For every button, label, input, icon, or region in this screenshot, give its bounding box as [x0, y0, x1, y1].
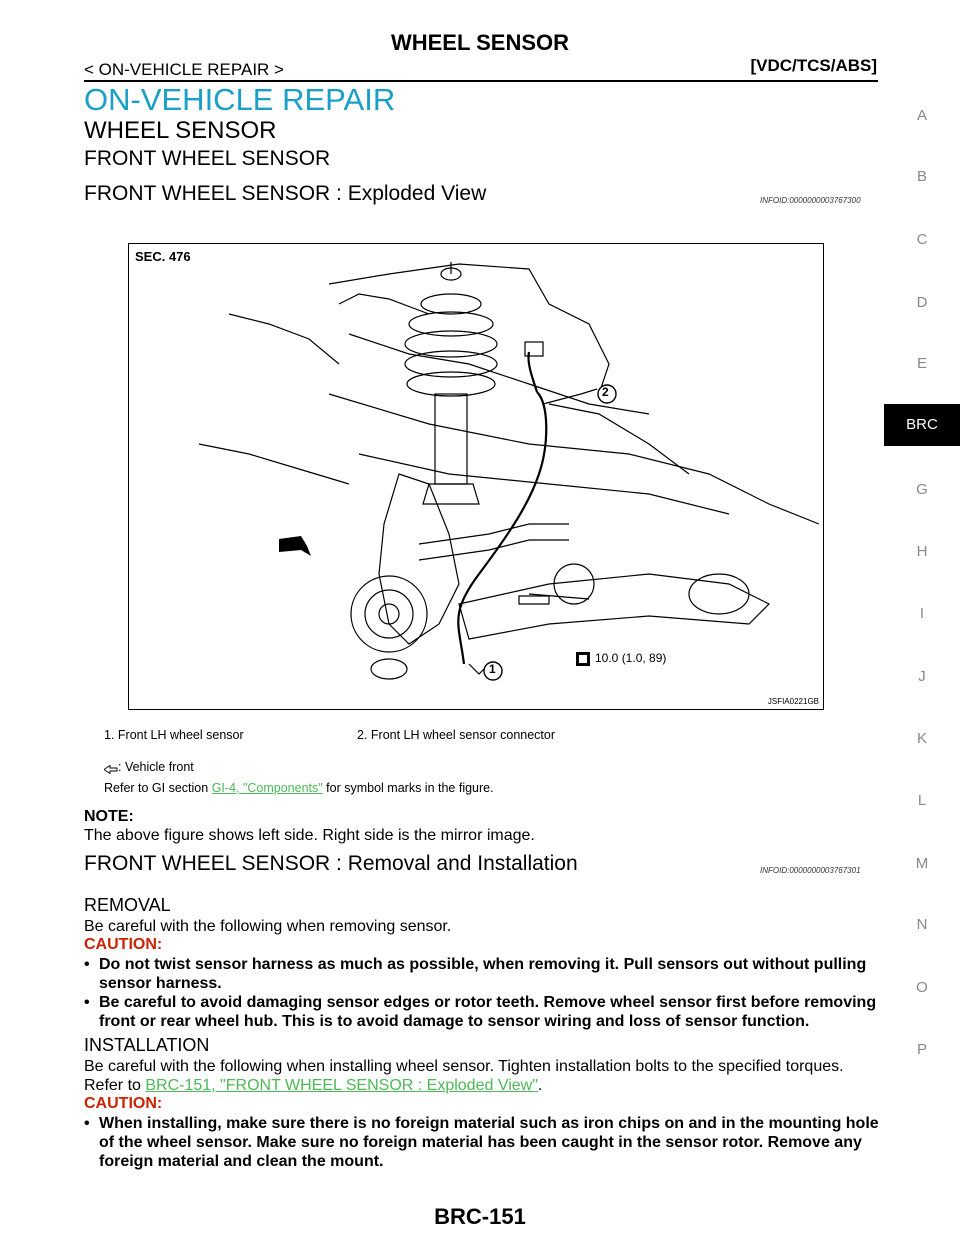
tab-b[interactable]: B — [916, 168, 927, 185]
exploded-view-figure — [128, 243, 824, 710]
tab-k[interactable]: K — [916, 730, 927, 747]
tab-brc[interactable]: BRC — [884, 404, 960, 446]
installation-caution-label: CAUTION: — [84, 1095, 163, 1112]
figure-section-label: SEC. 476 — [135, 249, 191, 264]
breadcrumb: < ON-VEHICLE REPAIR > — [84, 60, 284, 79]
note-text: The above figure shows left side. Right side is the mirror image. — [84, 827, 535, 844]
legend-item-2: 2. Front LH wheel sensor connector — [357, 728, 556, 742]
removal-heading: REMOVAL — [84, 895, 171, 915]
removal-bullet-1 — [84, 955, 879, 993]
tab-l[interactable]: L — [917, 792, 927, 809]
removal-installation-heading: FRONT WHEEL SENSOR : Removal and Installation — [84, 852, 578, 875]
installation-refer — [84, 1076, 542, 1095]
topic-heading: WHEEL SENSOR — [84, 117, 277, 144]
note-label: NOTE: — [84, 808, 134, 825]
installation-bullet-1-text: When installing, make sure there is no foreign material such as iron chips on and in the mounting hole of the wheel sensor. Make sure no foreign material has been caught in the sensor rotor. Remove any foreign material and clean the mount. — [99, 1115, 879, 1170]
torque-spec: 10.0 (1.0, 89) — [595, 651, 667, 665]
tab-e[interactable]: E — [916, 355, 927, 372]
legend-item-1: 1. Front LH wheel sensor — [104, 728, 244, 742]
removal-bullet-2 — [84, 993, 879, 1031]
tab-d[interactable]: D — [916, 294, 928, 311]
tab-j[interactable]: J — [918, 668, 926, 685]
subtopic-heading: FRONT WHEEL SENSOR — [84, 147, 331, 170]
removal-caution-label: CAUTION: — [84, 936, 163, 953]
bullet-dot: • — [84, 994, 90, 1011]
side-index-tabs — [884, 0, 960, 1242]
tab-h[interactable]: H — [916, 543, 928, 560]
vehicle-front-label: : Vehicle front — [118, 760, 194, 774]
installation-refer-suffix: . — [537, 1077, 543, 1094]
tab-o[interactable]: O — [916, 979, 928, 996]
legend-refer — [104, 781, 494, 795]
installation-bullet-1 — [84, 1114, 879, 1171]
brc-151-exploded-view-link[interactable]: BRC-151, "FRONT WHEEL SENSOR : Exploded View" — [145, 1077, 538, 1094]
suspension-drawing — [129, 244, 823, 709]
gi-components-link[interactable]: GI-4, "Components" — [211, 781, 323, 795]
legend-refer-suffix: for symbol marks in the figure. — [322, 781, 494, 795]
installation-refer-prefix: Refer to — [84, 1077, 146, 1094]
removal-installation-infoid: INFOID:0000000003767301 — [760, 866, 861, 875]
tab-g[interactable]: G — [916, 481, 928, 498]
exploded-view-heading: FRONT WHEEL SENSOR : Exploded View — [84, 182, 487, 205]
tab-c[interactable]: C — [916, 231, 928, 248]
tab-a[interactable]: A — [916, 107, 927, 124]
legend-refer-prefix: Refer to GI section — [104, 781, 212, 795]
installation-heading: INSTALLATION — [84, 1035, 210, 1055]
page-header-title: WHEEL SENSOR — [390, 30, 570, 55]
section-heading: ON-VEHICLE REPAIR — [84, 82, 396, 117]
system-label: [VDC/TCS/ABS] — [750, 56, 877, 75]
removal-bullet-2-text: Be careful to avoid damaging sensor edges or rotor teeth. Remove wheel sensor first before removing front or rear wheel hub. This is to avoid damage to sensor wiring and loss of sensor function. — [99, 994, 877, 1030]
callout-1: 1 — [489, 662, 496, 676]
legend-symbol-row — [104, 760, 194, 774]
removal-intro: Be careful with the following when removing sensor. — [84, 918, 452, 935]
exploded-view-infoid: INFOID:0000000003767300 — [760, 196, 861, 205]
bullet-dot: • — [84, 956, 90, 973]
vehicle-front-arrow-icon — [279, 536, 311, 556]
tab-p[interactable]: P — [916, 1041, 927, 1058]
figure-id: JSFIA0221GB — [767, 697, 819, 706]
tab-n[interactable]: N — [916, 916, 928, 933]
vehicle-front-icon — [104, 763, 118, 772]
tab-m[interactable]: M — [915, 855, 929, 872]
bullet-dot: • — [84, 1115, 90, 1132]
installation-intro: Be careful with the following when installing wheel sensor. Tighten installation bolts to the specified torques. — [84, 1058, 844, 1075]
callout-2: 2 — [602, 385, 609, 399]
removal-bullet-1-text: Do not twist sensor harness as much as possible, when removing it. Pull sensors out without pulling sensor harness. — [99, 956, 867, 992]
tab-i[interactable]: I — [919, 605, 925, 622]
page-number: BRC-151 — [434, 1204, 526, 1229]
